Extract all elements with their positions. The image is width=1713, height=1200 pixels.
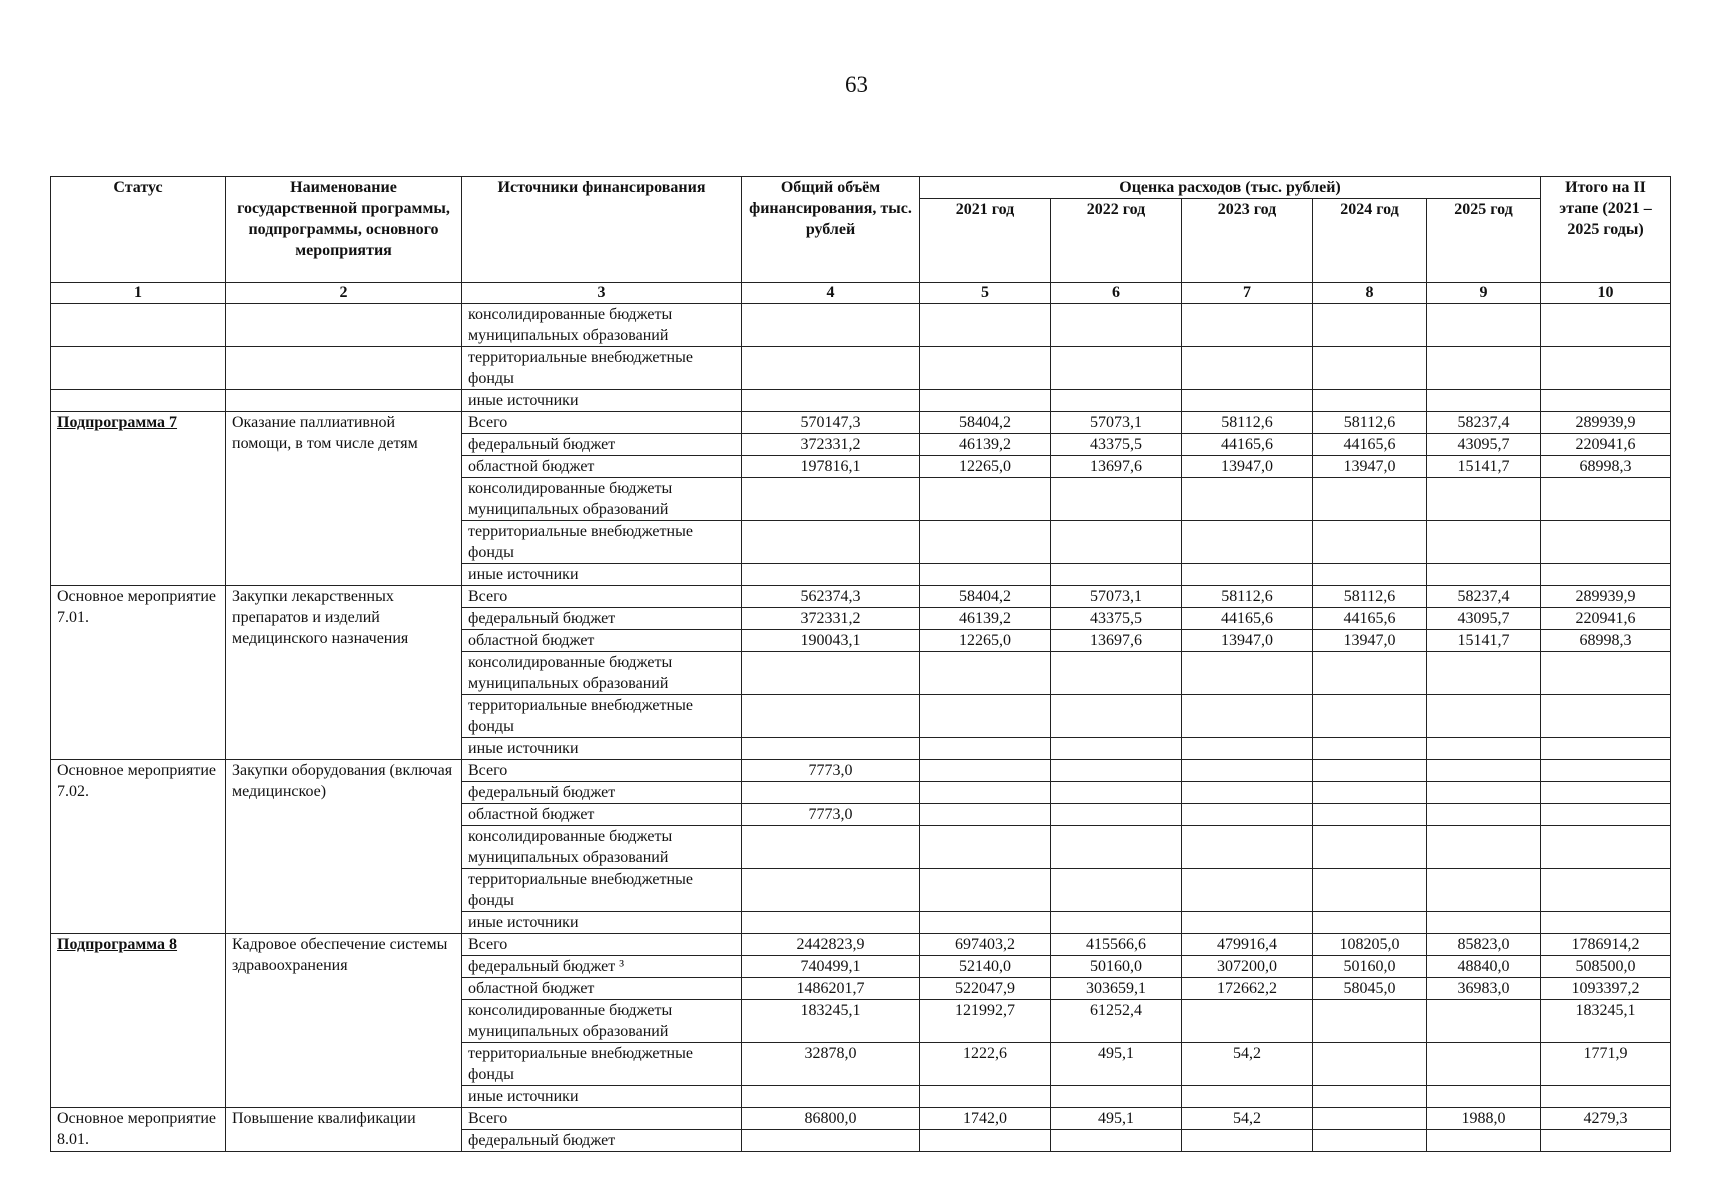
cell-value xyxy=(1427,390,1541,412)
cell-value: 58404,2 xyxy=(920,412,1051,434)
cell-value xyxy=(1313,1130,1427,1152)
cell-value xyxy=(920,738,1051,760)
cell-source: консолидированные бюджеты муниципальных образований xyxy=(462,304,742,347)
cell-value: 13697,6 xyxy=(1051,630,1182,652)
cell-value: 85823,0 xyxy=(1427,934,1541,956)
cell-value: 4279,3 xyxy=(1541,1108,1671,1130)
cell-value: 32878,0 xyxy=(742,1043,920,1086)
header-year: 2025 год xyxy=(1427,199,1541,283)
column-number: 8 xyxy=(1313,283,1427,304)
cell-value xyxy=(1427,1086,1541,1108)
cell-value xyxy=(1427,304,1541,347)
cell-value xyxy=(1182,912,1313,934)
cell-value xyxy=(1313,804,1427,826)
cell-value xyxy=(742,695,920,738)
cell-source: областной бюджет xyxy=(462,978,742,1000)
cell-value xyxy=(1313,1108,1427,1130)
cell-value: 15141,7 xyxy=(1427,456,1541,478)
cell-value: 61252,4 xyxy=(1051,1000,1182,1043)
cell-value xyxy=(1313,564,1427,586)
cell-value xyxy=(920,521,1051,564)
cell-value xyxy=(1182,347,1313,390)
cell-value: 1771,9 xyxy=(1541,1043,1671,1086)
cell-value xyxy=(1051,390,1182,412)
cell-value: 2442823,9 xyxy=(742,934,920,956)
cell-value xyxy=(1313,1043,1427,1086)
cell-value: 58112,6 xyxy=(1182,412,1313,434)
cell-value xyxy=(1051,804,1182,826)
cell-value: 52140,0 xyxy=(920,956,1051,978)
cell-value: 108205,0 xyxy=(1313,934,1427,956)
cell-value xyxy=(1051,695,1182,738)
cell-value xyxy=(1313,912,1427,934)
cell-value: 303659,1 xyxy=(1051,978,1182,1000)
column-number: 6 xyxy=(1051,283,1182,304)
cell-value xyxy=(1541,695,1671,738)
cell-value xyxy=(742,347,920,390)
cell-value xyxy=(1182,478,1313,521)
cell-value xyxy=(1313,521,1427,564)
cell-value: 1486201,7 xyxy=(742,978,920,1000)
cell-value xyxy=(1313,869,1427,912)
table-header xyxy=(51,177,1671,304)
column-number: 3 xyxy=(462,283,742,304)
table-row xyxy=(51,304,1671,347)
column-number-row xyxy=(51,283,1671,304)
cell-value xyxy=(1541,869,1671,912)
page-number: 63 xyxy=(845,72,868,97)
cell-value: 197816,1 xyxy=(742,456,920,478)
cell-value: 1786914,2 xyxy=(1541,934,1671,956)
column-number: 7 xyxy=(1182,283,1313,304)
cell-value: 58237,4 xyxy=(1427,586,1541,608)
cell-value xyxy=(1541,1086,1671,1108)
cell-value xyxy=(920,1130,1051,1152)
cell-value xyxy=(1313,826,1427,869)
table-row xyxy=(51,760,1671,782)
cell-name xyxy=(226,390,462,412)
cell-value: 58045,0 xyxy=(1313,978,1427,1000)
cell-value: 7773,0 xyxy=(742,804,920,826)
table-row xyxy=(51,934,1671,956)
cell-value: 43095,7 xyxy=(1427,608,1541,630)
cell-value: 36983,0 xyxy=(1427,978,1541,1000)
cell-value xyxy=(1182,804,1313,826)
cell-value xyxy=(1051,652,1182,695)
cell-value: 1742,0 xyxy=(920,1108,1051,1130)
column-number: 5 xyxy=(920,283,1051,304)
budget-table xyxy=(50,176,1671,1152)
cell-value xyxy=(742,390,920,412)
cell-source: консолидированные бюджеты муниципальных образований xyxy=(462,478,742,521)
cell-value xyxy=(1051,1086,1182,1108)
cell-value: 44165,6 xyxy=(1182,608,1313,630)
cell-source: территориальные внебюджетные фонды xyxy=(462,347,742,390)
cell-value: 183245,1 xyxy=(742,1000,920,1043)
cell-value xyxy=(1541,912,1671,934)
cell-value xyxy=(1541,478,1671,521)
cell-value xyxy=(1541,347,1671,390)
cell-value: 307200,0 xyxy=(1182,956,1313,978)
cell-value xyxy=(920,1086,1051,1108)
cell-value xyxy=(1541,738,1671,760)
cell-source: консолидированные бюджеты муниципальных образований xyxy=(462,826,742,869)
column-number: 9 xyxy=(1427,283,1541,304)
cell-value xyxy=(1427,1043,1541,1086)
cell-value xyxy=(1541,804,1671,826)
cell-value: 58112,6 xyxy=(1313,412,1427,434)
cell-value xyxy=(1182,521,1313,564)
cell-value xyxy=(920,826,1051,869)
cell-value: 13947,0 xyxy=(1313,456,1427,478)
cell-value xyxy=(1541,760,1671,782)
cell-source: Всего xyxy=(462,412,742,434)
cell-value xyxy=(1182,695,1313,738)
cell-status xyxy=(51,390,226,412)
cell-value xyxy=(920,564,1051,586)
cell-value: 479916,4 xyxy=(1182,934,1313,956)
cell-value xyxy=(742,912,920,934)
cell-value xyxy=(1051,521,1182,564)
cell-value: 415566,6 xyxy=(1051,934,1182,956)
cell-source: иные источники xyxy=(462,564,742,586)
cell-value xyxy=(1051,347,1182,390)
cell-value xyxy=(1313,478,1427,521)
cell-value xyxy=(920,912,1051,934)
cell-value xyxy=(1313,347,1427,390)
cell-value xyxy=(1313,1000,1427,1043)
cell-name: Закупки оборудования (включая медицинское) xyxy=(226,760,462,934)
cell-value xyxy=(1427,738,1541,760)
cell-value xyxy=(1051,478,1182,521)
header-sources: Источники финансирования xyxy=(462,177,742,283)
cell-value xyxy=(1541,521,1671,564)
cell-value xyxy=(920,760,1051,782)
cell-value: 522047,9 xyxy=(920,978,1051,1000)
cell-value: 46139,2 xyxy=(920,608,1051,630)
cell-value xyxy=(742,1086,920,1108)
cell-value: 57073,1 xyxy=(1051,412,1182,434)
cell-value: 289939,9 xyxy=(1541,412,1671,434)
cell-value: 44165,6 xyxy=(1313,608,1427,630)
cell-value xyxy=(1427,760,1541,782)
cell-value xyxy=(1313,738,1427,760)
cell-value: 50160,0 xyxy=(1313,956,1427,978)
cell-source: иные источники xyxy=(462,390,742,412)
cell-value: 68998,3 xyxy=(1541,456,1671,478)
cell-value xyxy=(1427,1130,1541,1152)
cell-source: иные источники xyxy=(462,912,742,934)
cell-value: 7773,0 xyxy=(742,760,920,782)
cell-status: Основное мероприятие 7.01. xyxy=(51,586,226,760)
cell-value: 220941,6 xyxy=(1541,434,1671,456)
cell-value xyxy=(920,869,1051,912)
cell-status: Подпрограмма 7 xyxy=(51,412,226,586)
cell-status: Основное мероприятие 8.01. xyxy=(51,1108,226,1152)
cell-value: 570147,3 xyxy=(742,412,920,434)
cell-value: 1988,0 xyxy=(1427,1108,1541,1130)
cell-value: 12265,0 xyxy=(920,456,1051,478)
cell-source: федеральный бюджет xyxy=(462,1130,742,1152)
cell-value: 12265,0 xyxy=(920,630,1051,652)
table-row xyxy=(51,412,1671,434)
cell-value xyxy=(920,347,1051,390)
cell-value xyxy=(742,869,920,912)
cell-source: иные источники xyxy=(462,1086,742,1108)
cell-value xyxy=(1182,869,1313,912)
cell-value: 183245,1 xyxy=(1541,1000,1671,1043)
cell-value xyxy=(1427,521,1541,564)
cell-value xyxy=(1427,695,1541,738)
cell-name: Закупки лекарственных препаратов и изделий медицинского назначения xyxy=(226,586,462,760)
cell-value: 57073,1 xyxy=(1051,586,1182,608)
cell-value xyxy=(742,478,920,521)
cell-value xyxy=(1051,564,1182,586)
cell-name: Оказание паллиативной помощи, в том числе детям xyxy=(226,412,462,586)
cell-status: Подпрограмма 8 xyxy=(51,934,226,1108)
cell-value xyxy=(920,652,1051,695)
cell-value xyxy=(1313,695,1427,738)
cell-value xyxy=(1182,1130,1313,1152)
cell-source: консолидированные бюджеты муниципальных образований xyxy=(462,1000,742,1043)
cell-value: 15141,7 xyxy=(1427,630,1541,652)
cell-value: 68998,3 xyxy=(1541,630,1671,652)
cell-value xyxy=(1182,564,1313,586)
cell-source: Всего xyxy=(462,1108,742,1130)
cell-value: 289939,9 xyxy=(1541,586,1671,608)
cell-value: 190043,1 xyxy=(742,630,920,652)
cell-value xyxy=(1427,652,1541,695)
table-row xyxy=(51,347,1671,390)
cell-value: 495,1 xyxy=(1051,1043,1182,1086)
cell-value xyxy=(920,782,1051,804)
cell-value xyxy=(1427,826,1541,869)
cell-value xyxy=(742,738,920,760)
cell-value xyxy=(1313,390,1427,412)
cell-value xyxy=(1051,738,1182,760)
cell-value: 372331,2 xyxy=(742,608,920,630)
cell-value xyxy=(1182,1000,1313,1043)
cell-value: 13947,0 xyxy=(1182,630,1313,652)
cell-name xyxy=(226,347,462,390)
cell-value xyxy=(742,1130,920,1152)
cell-value xyxy=(1051,760,1182,782)
cell-value: 220941,6 xyxy=(1541,608,1671,630)
cell-value xyxy=(1313,304,1427,347)
cell-value xyxy=(1541,1130,1671,1152)
cell-source: территориальные внебюджетные фонды xyxy=(462,695,742,738)
cell-source: Всего xyxy=(462,934,742,956)
cell-status xyxy=(51,347,226,390)
cell-value: 121992,7 xyxy=(920,1000,1051,1043)
cell-source: Всего xyxy=(462,586,742,608)
cell-value xyxy=(1541,826,1671,869)
cell-status xyxy=(51,304,226,347)
cell-value xyxy=(920,390,1051,412)
cell-source: консолидированные бюджеты муниципальных образований xyxy=(462,652,742,695)
cell-value: 86800,0 xyxy=(742,1108,920,1130)
cell-value xyxy=(1051,869,1182,912)
cell-value xyxy=(920,695,1051,738)
cell-value xyxy=(1427,869,1541,912)
column-number: 10 xyxy=(1541,283,1671,304)
header-year: 2022 год xyxy=(1051,199,1182,283)
cell-source: территориальные внебюджетные фонды xyxy=(462,1043,742,1086)
cell-status: Основное мероприятие 7.02. xyxy=(51,760,226,934)
cell-value: 54,2 xyxy=(1182,1108,1313,1130)
table-body xyxy=(51,304,1671,1152)
cell-value xyxy=(1182,738,1313,760)
cell-value: 58404,2 xyxy=(920,586,1051,608)
cell-source: территориальные внебюджетные фонды xyxy=(462,869,742,912)
header-year: 2024 год xyxy=(1313,199,1427,283)
cell-value xyxy=(1182,1086,1313,1108)
header-total: Общий объём финансирования, тыс. рублей xyxy=(742,177,920,283)
cell-name: Кадровое обеспечение системы здравоохранения xyxy=(226,934,462,1108)
cell-value: 44165,6 xyxy=(1313,434,1427,456)
header-estimate: Оценка расходов (тыс. рублей) xyxy=(920,177,1541,199)
cell-value xyxy=(920,478,1051,521)
cell-value xyxy=(920,304,1051,347)
cell-value xyxy=(1051,826,1182,869)
cell-value: 1093397,2 xyxy=(1541,978,1671,1000)
cell-value xyxy=(1051,304,1182,347)
cell-value: 58112,6 xyxy=(1313,586,1427,608)
table-row xyxy=(51,390,1671,412)
column-number: 4 xyxy=(742,283,920,304)
cell-value xyxy=(1541,390,1671,412)
cell-value: 43375,5 xyxy=(1051,608,1182,630)
cell-value: 48840,0 xyxy=(1427,956,1541,978)
cell-value xyxy=(920,804,1051,826)
cell-value: 44165,6 xyxy=(1182,434,1313,456)
cell-value xyxy=(1313,760,1427,782)
cell-value: 46139,2 xyxy=(920,434,1051,456)
cell-value xyxy=(1427,478,1541,521)
cell-value: 562374,3 xyxy=(742,586,920,608)
cell-source: федеральный бюджет xyxy=(462,782,742,804)
cell-value: 13947,0 xyxy=(1182,456,1313,478)
cell-value xyxy=(1313,652,1427,695)
cell-value xyxy=(1182,390,1313,412)
cell-value xyxy=(1051,1130,1182,1152)
cell-value: 13947,0 xyxy=(1313,630,1427,652)
cell-value xyxy=(742,782,920,804)
cell-value xyxy=(1313,1086,1427,1108)
cell-source: территориальные внебюджетные фонды xyxy=(462,521,742,564)
cell-source: областной бюджет xyxy=(462,630,742,652)
cell-value xyxy=(1427,782,1541,804)
cell-value xyxy=(1541,304,1671,347)
cell-value xyxy=(1182,782,1313,804)
header-name: Наименование государственной программы, подпрограммы, основного мероприятия xyxy=(226,177,462,283)
cell-value xyxy=(1427,564,1541,586)
cell-name: Повышение квалификации xyxy=(226,1108,462,1152)
cell-value: 13697,6 xyxy=(1051,456,1182,478)
cell-value: 495,1 xyxy=(1051,1108,1182,1130)
cell-value xyxy=(1427,347,1541,390)
cell-value: 172662,2 xyxy=(1182,978,1313,1000)
cell-value: 508500,0 xyxy=(1541,956,1671,978)
cell-value xyxy=(742,826,920,869)
cell-value: 43375,5 xyxy=(1051,434,1182,456)
cell-value xyxy=(1051,912,1182,934)
cell-value xyxy=(1182,826,1313,869)
cell-value xyxy=(742,652,920,695)
cell-value: 54,2 xyxy=(1182,1043,1313,1086)
cell-value: 740499,1 xyxy=(742,956,920,978)
header-stage-total: Итого на II этапе (2021 – 2025 годы) xyxy=(1541,177,1671,283)
cell-value xyxy=(1182,652,1313,695)
cell-source: областной бюджет xyxy=(462,804,742,826)
cell-value xyxy=(1541,652,1671,695)
cell-value xyxy=(1051,782,1182,804)
cell-value xyxy=(1182,760,1313,782)
cell-source: федеральный бюджет xyxy=(462,434,742,456)
header-year: 2023 год xyxy=(1182,199,1313,283)
column-number: 2 xyxy=(226,283,462,304)
cell-value xyxy=(1427,912,1541,934)
cell-value xyxy=(742,521,920,564)
cell-value xyxy=(1182,304,1313,347)
cell-value xyxy=(742,304,920,347)
table-row xyxy=(51,1108,1671,1130)
cell-source: Всего xyxy=(462,760,742,782)
header-year: 2021 год xyxy=(920,199,1051,283)
cell-source: федеральный бюджет xyxy=(462,608,742,630)
table-row xyxy=(51,586,1671,608)
cell-value: 372331,2 xyxy=(742,434,920,456)
column-number: 1 xyxy=(51,283,226,304)
cell-source: федеральный бюджет ³ xyxy=(462,956,742,978)
cell-value: 1222,6 xyxy=(920,1043,1051,1086)
cell-value xyxy=(1313,782,1427,804)
cell-value: 43095,7 xyxy=(1427,434,1541,456)
cell-value xyxy=(742,564,920,586)
cell-value xyxy=(1427,1000,1541,1043)
cell-value xyxy=(1427,804,1541,826)
cell-value xyxy=(1541,782,1671,804)
cell-value: 50160,0 xyxy=(1051,956,1182,978)
cell-name xyxy=(226,304,462,347)
cell-value: 58112,6 xyxy=(1182,586,1313,608)
header-status: Статус xyxy=(51,177,226,283)
cell-source: иные источники xyxy=(462,738,742,760)
cell-value: 58237,4 xyxy=(1427,412,1541,434)
cell-source: областной бюджет xyxy=(462,456,742,478)
cell-value xyxy=(1541,564,1671,586)
cell-value: 697403,2 xyxy=(920,934,1051,956)
